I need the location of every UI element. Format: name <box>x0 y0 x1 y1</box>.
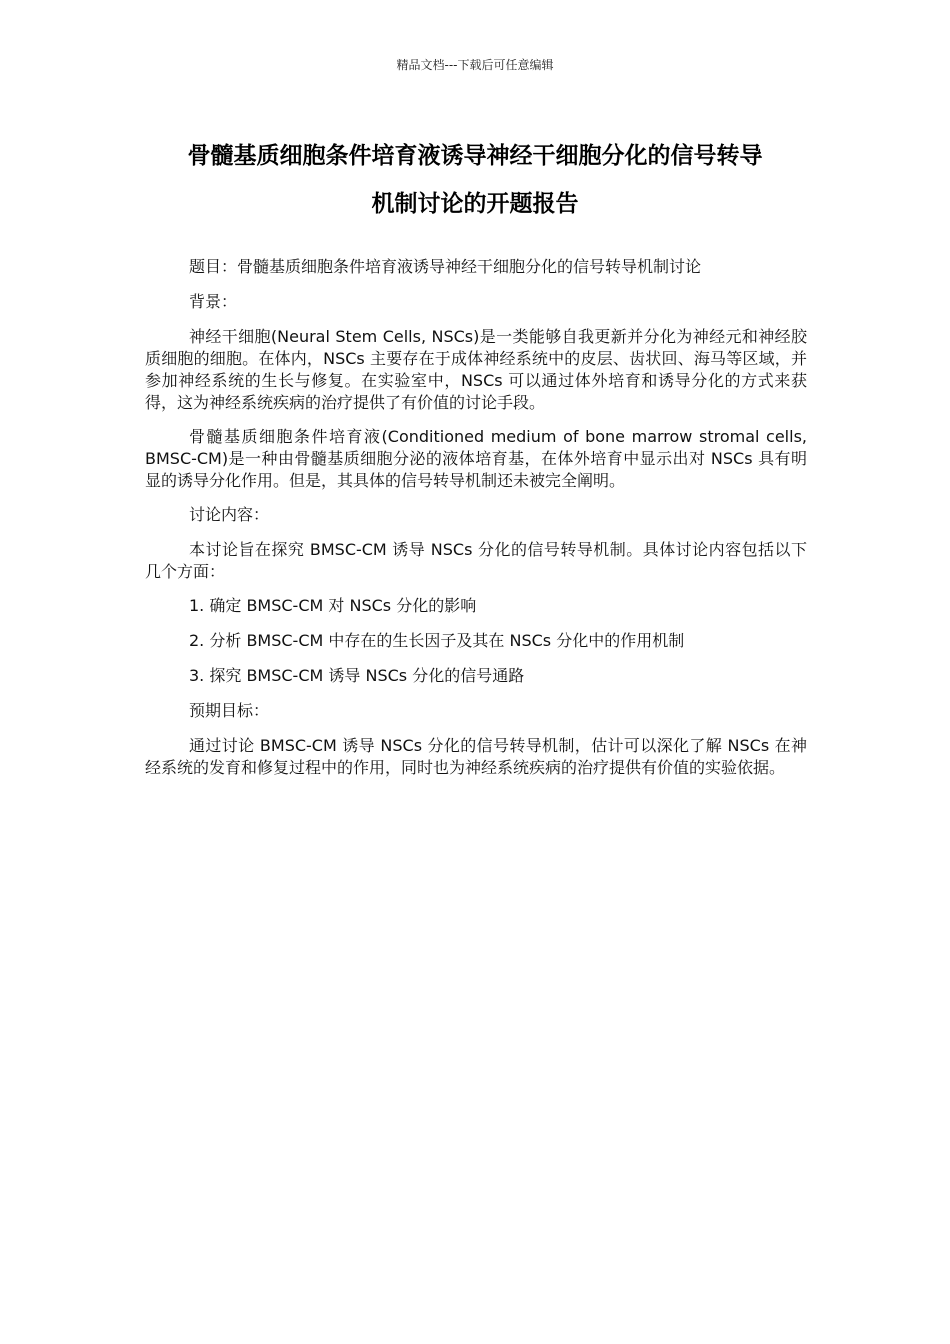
header-note: 精品文档---下载后可任意编辑 <box>396 58 554 72</box>
content-item-2: 2. 分析 BMSC-CM 中存在的生长因子及其在 NSCs 分化中的作用机制 <box>189 631 685 650</box>
background-paragraph-2: 骨髓基质细胞条件培育液(Conditioned medium of bone marrow stromal cells, BMSC-CM)是一种由骨髓基质细胞分泌的液体培育基，在体外培育中显示出对 NSCs 具有明显的诱导分化作用。但是，其具体的信号转导机制还未被完全阐明。 <box>145 427 807 490</box>
background-paragraph-1: 神经干细胞(Neural Stem Cells, NSCs)是一类能够自我更新并分化为神经元和神经胶质细胞的细胞。在体内，NSCs 主要存在于成体神经系统中的皮层、齿状回、海马等区域，并参加神经系统的生长与修复。在实验室中，NSCs 可以通过体外培育和诱导分化的方式来获得，这为神经系统疾病的治疗提供了有价值的讨论手段。 <box>145 327 807 412</box>
content-item-3: 3. 探究 BMSC-CM 诱导 NSCs 分化的信号通路 <box>189 666 525 685</box>
title-line-2: 机制讨论的开题报告 <box>371 191 579 217</box>
document-body <box>145 256 807 791</box>
topic-paragraph: 题目：骨髓基质细胞条件培育液诱导神经干细胞分化的信号转导机制讨论 <box>189 257 702 276</box>
goal-heading: 预期目标： <box>189 701 270 720</box>
content-intro-paragraph: 本讨论旨在探究 BMSC-CM 诱导 NSCs 分化的信号转导机制。具体讨论内容包括以下几个方面： <box>145 540 807 581</box>
goal-paragraph: 通过讨论 BMSC-CM 诱导 NSCs 分化的信号转导机制，估计可以深化了解 NSCs 在神经系统的发育和修复过程中的作用，同时也为神经系统疾病的治疗提供有价值的实验依据。 <box>145 736 807 777</box>
background-heading: 背景： <box>189 292 238 311</box>
title-line-1: 骨髓基质细胞条件培育液诱导神经干细胞分化的信号转导 <box>187 143 763 169</box>
content-heading: 讨论内容： <box>189 505 270 524</box>
document-title <box>145 132 805 228</box>
content-item-1: 1. 确定 BMSC-CM 对 NSCs 分化的影响 <box>189 596 477 615</box>
